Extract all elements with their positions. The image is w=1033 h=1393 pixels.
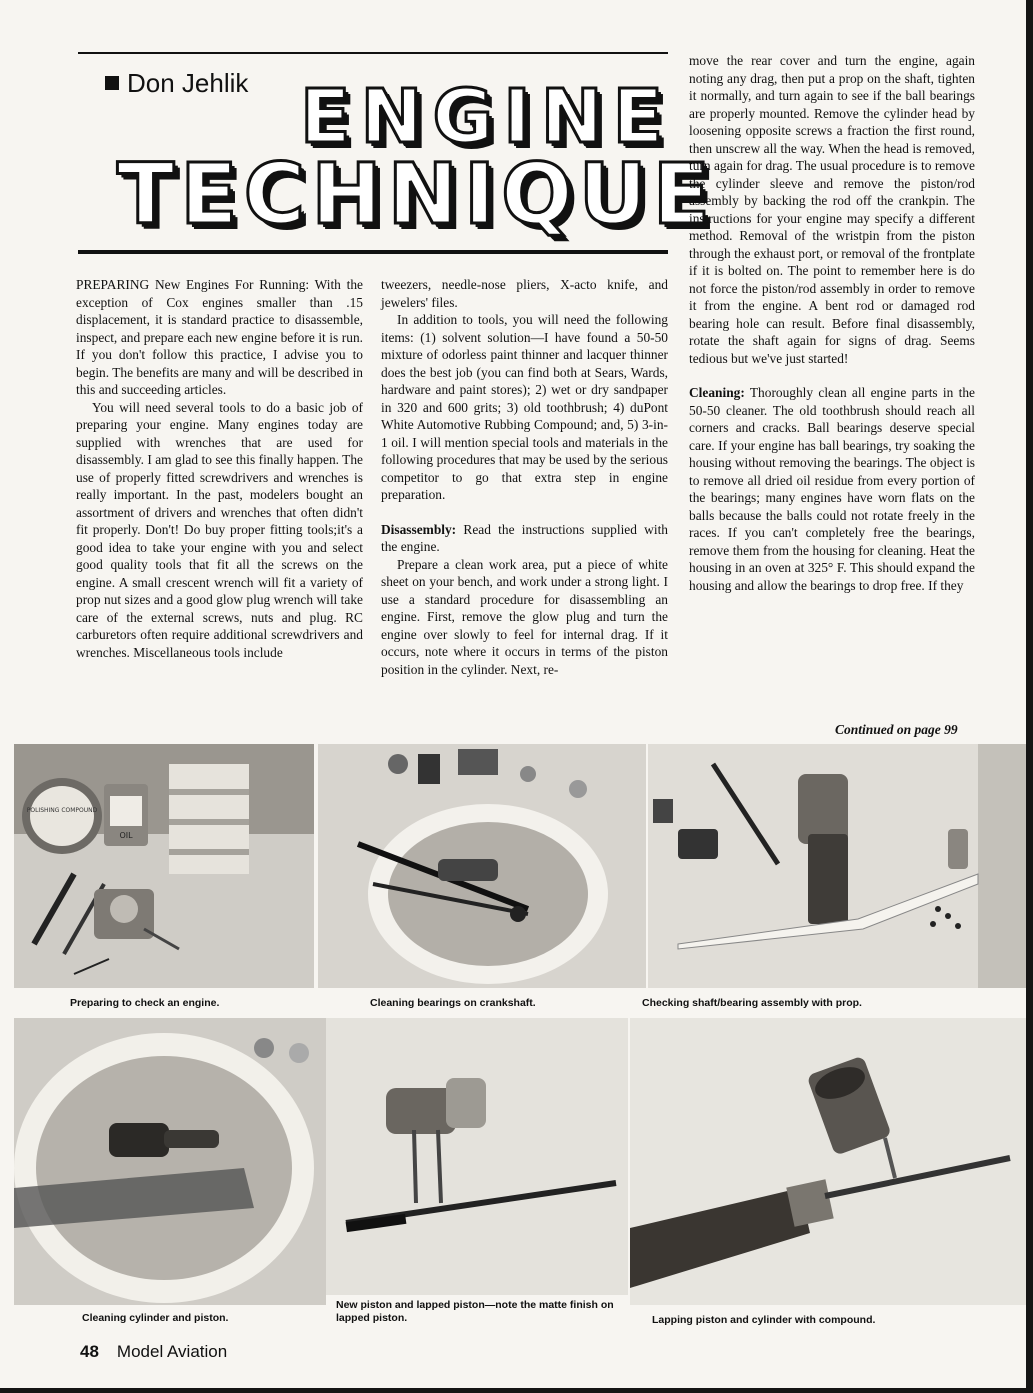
- author-name: Don Jehlik: [127, 68, 249, 98]
- caption-photo-2: Cleaning bearings on crankshaft.: [370, 997, 536, 1009]
- title-line-1: ENGINE: [300, 74, 674, 160]
- paragraph: tweezers, needle-nose pliers, X-acto knife, and jewelers' files.: [381, 277, 668, 310]
- paragraph: [381, 521, 668, 556]
- paragraph-text: New Engines For Running: With the exception of Cox engines smaller than .15 displacement, it is standard practice to disassemble, inspect, and prepare each new engine before it is run. If you don't follow this practice, I advise you to begin. The benefits are many and will be described in this and succeeding articles.: [76, 277, 363, 397]
- article-column-2: [381, 276, 668, 678]
- photo-illustration: [630, 1018, 1026, 1305]
- photo-illustration: [326, 1018, 628, 1295]
- paragraph: move the rear cover and turn the engine, again noting any drag, then put a prop on the shaft, tighten it normally, and turn again to see if the ball bearings are properly mounted. Remove the cylinder head by loosening opposite screws a fraction the first round, then unscrew all the way. When the head is removed, turn again for drag. The usual procedure is to remove the cylinder sleeve and remove the piston/rod assembly by backing the rod off the crankpin. The instructions for your engine may specify a different method. Removal of the wristpin from the piston through the exhaust port, or removal of the frontplate if it is bolted on. The point to remember here is do not force the piston/rod assembly in order to remove it from the engine. A bent rod or damaged rod bearing hole can result. Before final disassembly, rotate the shaft again for signs of drag. Seems tedious but we've just started!: [689, 53, 975, 366]
- photo-new-lapped-piston: [326, 1018, 628, 1295]
- photo-illustration: [648, 744, 1026, 988]
- magazine-name: Model Aviation: [116, 1342, 228, 1361]
- paragraph: [689, 384, 975, 594]
- page-footer: [80, 1342, 227, 1362]
- continued-note: Continued on page 99: [835, 722, 958, 737]
- photo-lapping-piston: [630, 1018, 1026, 1305]
- paragraph: [76, 276, 363, 399]
- photo-illustration: [318, 744, 646, 988]
- author-byline: [105, 68, 248, 99]
- lead-word: PREPARING: [76, 277, 150, 292]
- caption-photo-5: New piston and lapped piston—note the matte finish on lapped piston.: [336, 1299, 614, 1324]
- photo-checking-shaft: [648, 744, 1026, 988]
- title-top-rule: [78, 52, 668, 54]
- can-label: POLISHING COMPOUND: [26, 807, 98, 814]
- paragraph-text: Read the instructions supplied with the engine.: [381, 521, 668, 554]
- paragraph: In addition to tools, you will need the following items: (1) solvent solution—I have found a 50-50 mixture of odorless paint thinner and lacquer thinner does the best job (you can find both at Sears, Wards, hardware and paint stores); 2) wet or dry sandpaper in 320 and 600 grits; 3) old toothbrush; 4) duPont White Automotive Rubbing Compound; and, 5) 3-in-1 oil. I will mention special tools and materials in the following procedures that may be used by the serious competitor to go that extra step in engine preparation.: [381, 312, 668, 502]
- photo-illustration: [14, 1018, 326, 1305]
- title-bottom-rule: [78, 250, 668, 254]
- caption-photo-6: Lapping piston and cylinder with compound.: [652, 1314, 876, 1326]
- photo-illustration: [14, 744, 314, 988]
- page-number: 48: [80, 1342, 99, 1361]
- paragraph: You will need several tools to do a basic job of preparing your engine. Many engines today are supplied with wrenches that are used for disassembly. I am glad to see this finally happen. The use of properly fitted screwdrivers and wrenches is really important. In the past, modelers bought an assortment of drivers and wrenches that often didn't fit properly. Don't! Do buy proper fitting tools;it's a good idea to take your engine with you and select good quality tools that fit all the screws on the engine. A small crescent wrench will fit a variety of prop nut sizes and a good glow plug wrench will take care of the external screws, nuts and plug. RC carburetors often require additional screwdrivers and wrenches. Miscellaneous tools include: [76, 399, 363, 660]
- paragraph: Prepare a clean work area, put a piece of white sheet on your bench, and work under a strong light. I use a standard procedure for disassembling an engine. First, remove the glow plug and turn the engine over slowly to feel for internal drag. If it occurs, note where it occurs in terms of the piston position in the cylinder. Next, re-: [381, 556, 668, 677]
- article-column-1: [76, 276, 363, 661]
- caption-photo-1: Preparing to check an engine.: [70, 997, 220, 1009]
- photo-cleaning-bearings: [318, 744, 646, 988]
- bullet-square-icon: [105, 76, 119, 90]
- oil-label: OIL: [119, 831, 133, 840]
- section-heading-cleaning: Cleaning:: [689, 385, 745, 400]
- title-line-2: TECHNIQUE: [117, 145, 717, 243]
- caption-photo-4: Cleaning cylinder and piston.: [82, 1312, 229, 1324]
- section-heading-disassembly: Disassembly:: [381, 521, 457, 537]
- paragraph-text: Thoroughly clean all engine parts in the 50-50 cleaner. The old toothbrush should reach all corners and cracks. Ball bearings deserve special care. If your engine has ball bearings, try soaking the housing without removing the bearings. The object is to remove all dried oil residue from every portion of the bearings; many engines have worn flats on the balls because the balls could not rotate freely in the races. If you can't completely free the bearings, remove them from the housing for cleaning. Heat the housing in an oven at 325° F. This should expand the housing and allow the bearings to drop free. If they: [689, 385, 975, 593]
- photo-cleaning-cylinder: [14, 1018, 326, 1305]
- photo-preparing-engine: [14, 744, 314, 988]
- article-column-3: [689, 52, 975, 594]
- caption-photo-3: Checking shaft/bearing assembly with prop.: [642, 997, 862, 1009]
